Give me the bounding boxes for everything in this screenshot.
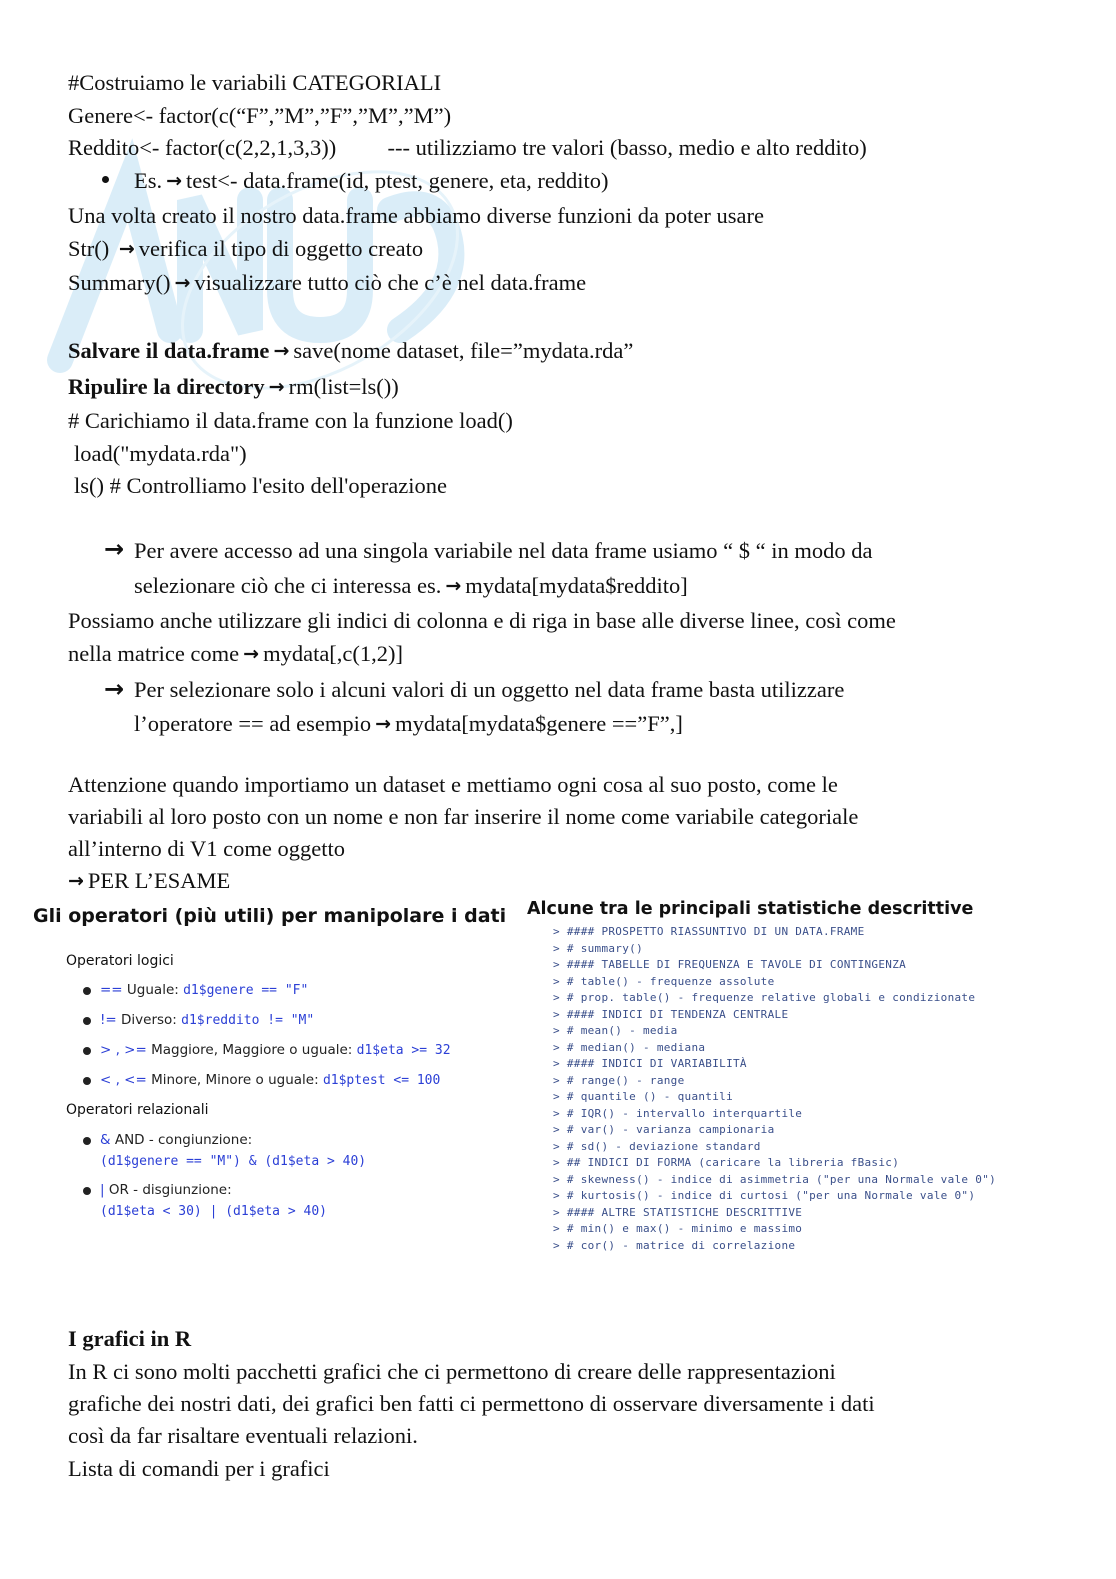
bullet-dot (83, 1077, 91, 1085)
select-line: Per selezionare solo i alcuni valori di un oggetto nel data frame basta utilizzare (134, 677, 845, 702)
arrow-icon: → (118, 238, 135, 260)
clean-heading: Ripulire la directory (68, 374, 265, 399)
code-line-reddito (68, 137, 867, 160)
code-line: > # mean() - media (553, 1024, 678, 1037)
operator-not-equal (100, 1012, 314, 1028)
save-heading: Salvare il data.frame (68, 338, 270, 363)
operator-label: OR - disgiunzione: (108, 1182, 232, 1198)
operator-symbol: == (100, 982, 123, 998)
logical-operators-heading: Operatori logici (66, 953, 174, 969)
access-example-line (134, 575, 688, 598)
bullet-dot (83, 1017, 91, 1025)
bullet-dot (83, 1137, 91, 1145)
arrow-icon: → (375, 713, 392, 735)
reddito-note: --- utilizziamo tre valori (basso, medio e alto reddito) (387, 135, 867, 160)
code-line: > # var() - varianza campionaria (553, 1123, 775, 1136)
operator-label: Maggiore, Maggiore o uguale: (146, 1042, 357, 1058)
section-heading-grafici: I grafici in R (68, 1326, 192, 1351)
code-line: > # sd() - deviazione standard (553, 1139, 761, 1153)
str-desc: verifica il tipo di oggetto creato (138, 236, 424, 261)
code-line: > # table() - frequenze assolute (553, 974, 775, 988)
bullet-dot (83, 1047, 91, 1055)
code-line: > #### INDICI DI VARIABILITÀ (553, 1057, 747, 1070)
access-line: Per avere accesso ad una singola variabile nel data frame usiamo “ $ “ in modo da (134, 538, 873, 563)
save-code: save(nome dataset, file=”mydata.rda” (293, 338, 634, 363)
operator-equal (100, 982, 308, 998)
operator-label: Uguale: (122, 982, 184, 998)
arrow-icon: → (445, 575, 462, 597)
access-example-code: mydata[mydata$reddito] (465, 573, 688, 598)
exam-text: PER L’ESAME (87, 868, 231, 893)
arrow-bullet-icon: → (104, 675, 125, 703)
paragraph-line: Una volta creato il nostro data.frame abbiamo diverse funzioni da poter usare (68, 203, 764, 228)
code-line: > # kurtosis() - indice di curtosi ("per una Normale vale 0") (553, 1189, 976, 1202)
operator-symbol: != (100, 1012, 117, 1028)
select-example-code: mydata[mydata$genere ==”F”,] (395, 711, 683, 736)
paragraph-line: grafiche dei nostri dati, dei grafici ben fatti ci permettono di osservare diversamente i dati (68, 1391, 875, 1416)
paragraph-line: In R ci sono molti pacchetti grafici che ci permettono di creare delle rappresentazioni (68, 1359, 836, 1384)
example-line (134, 170, 609, 193)
code-line: > # IQR() - intervallo interquartile (553, 1106, 803, 1120)
arrow-bullet-icon: → (104, 535, 125, 563)
str-func: Str() (68, 236, 110, 261)
exam-line (68, 870, 230, 893)
select-example-line (134, 713, 683, 736)
ls-code: ls() # Controlliamo l'esito dell'operazione (74, 473, 448, 498)
operator-symbol: | (100, 1182, 105, 1198)
operator-and (100, 1132, 252, 1148)
operator-label: Diverso: (116, 1012, 182, 1028)
summary-desc: visualizzare tutto ciò che c’è nel data.frame (194, 270, 587, 295)
arrow-icon: → (273, 340, 290, 362)
code-line-genere: Genere<- factor(c(“F”,”M”,”F”,”M”,”M”) (68, 103, 452, 128)
operator-or-example (100, 1203, 327, 1219)
clean-code: rm(list=ls()) (288, 374, 399, 399)
operator-example: (d1$eta < 30) | (d1$eta > 40) (100, 1204, 327, 1219)
paragraph-line: Attenzione quando importiamo un dataset e mettiamo ogni cosa al suo posto, come le (68, 772, 838, 797)
clean-line (68, 376, 399, 399)
paragraph-line: all’interno di V1 come oggetto (68, 836, 346, 861)
arrow-icon: → (68, 870, 84, 892)
reddito-code: Reddito<- factor(c(2,2,1,3,3)) (68, 135, 337, 160)
code-line: > #### ALTRE STATISTICHE DESCRITTIVE (553, 1205, 803, 1219)
example-code: test<- data.frame(id, ptest, genere, eta, reddito) (186, 168, 609, 193)
operators-title: Gli operatori (più utili) per manipolare i dati (33, 905, 507, 927)
code-line: > # quantile () - quantili (553, 1090, 733, 1103)
statistics-figure (525, 897, 1085, 1257)
matrix-text: nella matrice come (68, 641, 240, 666)
operator-symbol: < , <= (100, 1072, 147, 1088)
operator-example: (d1$genere == "M") & (d1$eta > 40) (100, 1154, 367, 1169)
summary-func: Summary() (68, 270, 171, 295)
operator-example: d1$ptest <= 100 (322, 1073, 441, 1088)
code-line: > # range() - range (553, 1073, 685, 1087)
arrow-icon: → (268, 376, 285, 398)
operator-example: d1$reddito != "M" (181, 1013, 315, 1028)
summary-line (68, 272, 586, 295)
arrow-icon: → (174, 272, 191, 294)
bullet-dot (102, 176, 109, 183)
code-line: > #### PROSPETTO RIASSUNTIVO DI UN DATA.FRAME (553, 925, 865, 938)
code-line: > # median() - mediana (553, 1040, 706, 1054)
arrow-icon: → (166, 170, 183, 192)
comment-line: #Costruiamo le variabili CATEGORIALI (68, 70, 442, 95)
operator-or (100, 1182, 232, 1198)
operator-label: Minore, Minore o uguale: (146, 1072, 323, 1088)
operators-figure (30, 897, 520, 1237)
example-label: Es. (134, 168, 163, 193)
statistics-title: Alcune tra le principali statistiche descrittive (527, 899, 974, 919)
str-line (68, 238, 423, 261)
bullet-dot (83, 1187, 91, 1195)
code-line: > #### INDICI DI TENDENZA CENTRALE (553, 1007, 789, 1021)
arrow-icon: → (243, 643, 260, 665)
paragraph-line: così da far risaltare eventuali relazioni. (68, 1423, 418, 1448)
operator-symbol: > , >= (100, 1042, 147, 1058)
paragraph-line: variabili al loro posto con un nome e non far inserire il nome come variabile categoriale (68, 804, 859, 829)
operator-example: d1$eta >= 32 (356, 1043, 451, 1058)
code-line: > ## INDICI DI FORMA (caricare la libreria fBasic) (553, 1156, 900, 1169)
code-line: > # summary() (553, 941, 643, 955)
operator-symbol: & (100, 1132, 111, 1148)
access-example-text: selezionare ciò che ci interessa es. (134, 573, 442, 598)
bullet-dot (83, 987, 91, 995)
select-example-text: l’operatore == ad esempio (134, 711, 372, 736)
operator-greater (100, 1042, 451, 1058)
paragraph-line: Lista di comandi per i grafici (68, 1456, 330, 1481)
paragraph-line: Possiamo anche utilizzare gli indici di colonna e di riga in base alle diverse linee, così come (68, 608, 896, 633)
matrix-code: mydata[,c(1,2)] (263, 641, 404, 666)
operator-label: AND - congiunzione: (114, 1132, 253, 1148)
matrix-line (68, 643, 403, 666)
code-line: > # skewness() - indice di asimmetria ("per una Normale vale 0") (553, 1172, 997, 1186)
operator-example: d1$genere == "F" (183, 983, 309, 998)
code-line: > #### TABELLE DI FREQUENZA E TAVOLE DI CONTINGENZA (553, 958, 907, 971)
relational-operators-heading: Operatori relazionali (66, 1102, 209, 1118)
operator-less (100, 1072, 440, 1088)
code-line: > # prop. table() - frequenze relative globali e condizionate (553, 991, 976, 1004)
code-line: > # cor() - matrice di correlazione (553, 1238, 796, 1252)
operator-and-example (100, 1153, 366, 1169)
load-code: load("mydata.rda") (74, 441, 247, 466)
load-comment: # Carichiamo il data.frame con la funzione load() (68, 408, 513, 433)
code-line: > # min() e max() - minimo e massimo (553, 1222, 803, 1235)
save-line (68, 340, 633, 363)
